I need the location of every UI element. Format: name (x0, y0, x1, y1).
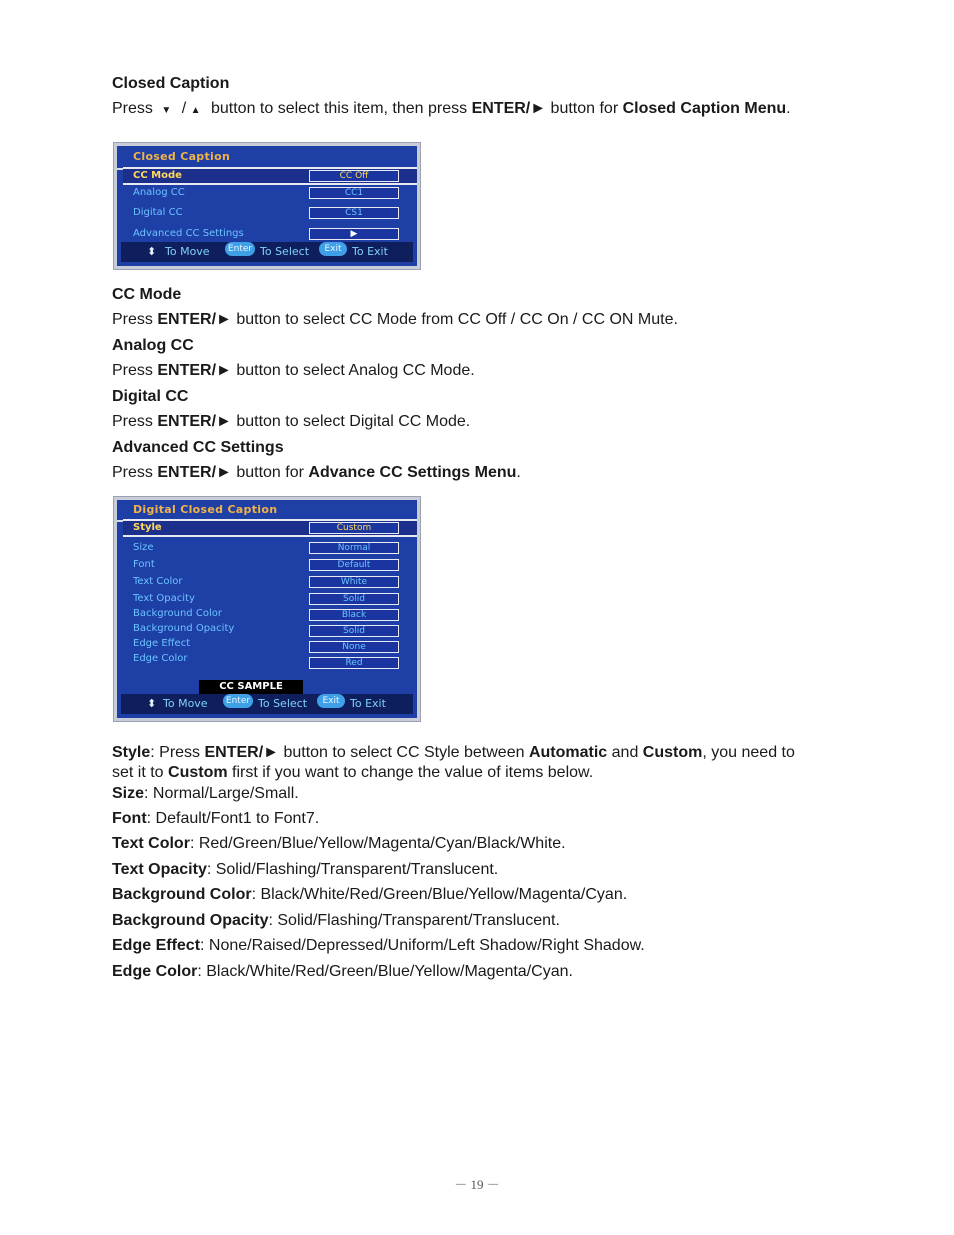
automatic-text: Automatic (528, 744, 608, 761)
osd-row-text-color[interactable] (133, 575, 399, 589)
up-down-arrow-icon: ⬍ (147, 697, 157, 710)
option-values: : None/Raised/Depressed/Uniform/Left Shadow/Right Shadow. (200, 937, 645, 954)
option-values: : Default/Font1 to Font7. (146, 810, 320, 827)
osd-row-label: Size (133, 542, 154, 553)
digital-cc-heading: Digital CC (112, 388, 189, 405)
enter-key-text: ENTER/► (157, 464, 232, 481)
option-text-color (112, 834, 566, 854)
osd-row-value: Solid (309, 593, 399, 605)
option-edge-color (112, 962, 573, 982)
osd-row-size[interactable] (133, 541, 399, 555)
press-text: Press (112, 464, 153, 481)
osd-row-label: Edge Color (133, 653, 188, 664)
exit-key-icon: Exit (319, 242, 347, 256)
press-text: Press (112, 311, 153, 328)
down-arrow-icon: ▼ (161, 105, 172, 116)
osd-row-label: Font (133, 559, 155, 570)
period: . (516, 464, 521, 481)
osd-row-value: CC1 (309, 187, 399, 199)
option-key: Background Opacity (112, 912, 269, 929)
osd-row-label: Analog CC (133, 187, 185, 198)
option-background-opacity (112, 911, 560, 931)
option-values: : Black/White/Red/Green/Blue/Yellow/Magenta/Cyan. (251, 886, 628, 903)
enter-key-text: ENTER/► (157, 311, 232, 328)
style-text-c: , you need to (702, 744, 795, 761)
osd-row-value: Default (309, 559, 399, 571)
up-down-arrow-icon: ⬍ (147, 245, 157, 258)
osd-footer (121, 694, 413, 714)
osd-row-label: Text Color (133, 576, 183, 587)
osd-row-label: CC Mode (133, 170, 182, 181)
option-key: Background Color (112, 886, 252, 903)
press-text: Press (112, 362, 153, 379)
footer-move-text: To Move (163, 697, 208, 710)
and-text: and (611, 744, 639, 761)
period: . (786, 100, 791, 117)
instruction-mid: button to select this item, then press (210, 100, 468, 117)
enter-key-text: ENTER/► (157, 413, 232, 430)
digital-cc-desc (112, 412, 470, 432)
osd-row-cc-mode[interactable] (123, 167, 417, 185)
osd-row-value-arrow-icon: ▶ (309, 228, 399, 240)
option-values: : Red/Green/Blue/Yellow/Magenta/Cyan/Black/White. (189, 835, 566, 852)
osd-row-value: Solid (309, 625, 399, 637)
osd-row-digital-cc[interactable] (133, 206, 399, 220)
desc-text: button to select Analog CC Mode. (236, 362, 475, 379)
osd-row-value: Black (309, 609, 399, 621)
advanced-menu-name: Advance CC Settings Menu (308, 464, 517, 481)
osd-row-style[interactable] (123, 519, 417, 537)
desc-text: button to select Digital CC Mode. (236, 413, 471, 430)
cc-mode-desc (112, 310, 678, 330)
option-size (112, 784, 299, 804)
osd-row-label: Background Color (133, 608, 222, 619)
osd-row-label: Text Opacity (133, 593, 195, 604)
option-text-opacity (112, 860, 498, 880)
osd-row-font[interactable] (133, 558, 399, 572)
desc-text: button for (236, 464, 304, 481)
custom-text: Custom (642, 744, 703, 761)
style-text-b: button to select CC Style between (283, 744, 525, 761)
advanced-cc-desc (112, 463, 521, 483)
press-text: Press (112, 100, 153, 117)
osd-footer (121, 242, 413, 262)
custom-text-2: Custom (168, 764, 228, 781)
enter-key-text: ENTER/► (204, 744, 280, 761)
osd-row-label: Style (133, 522, 162, 533)
osd-row-label: Digital CC (133, 207, 183, 218)
slash-text: / (181, 100, 187, 117)
osd-row-value: CS1 (309, 207, 399, 219)
enter-key-icon: Enter (225, 242, 255, 256)
analog-cc-desc (112, 361, 475, 381)
style-line2-b: first if you want to change the value of items below. (232, 764, 594, 781)
osd-row-value: CC Off (309, 170, 399, 182)
option-key: Text Color (112, 835, 190, 852)
closed-caption-instruction (112, 99, 791, 121)
cc-sample-preview: CC SAMPLE (199, 680, 303, 694)
footer-exit-text: To Exit (352, 245, 388, 258)
style-text-a: : Press (150, 744, 201, 761)
digital-closed-caption-osd-menu (114, 497, 420, 721)
enter-key-icon: Enter (223, 694, 253, 708)
osd-row-background-color[interactable] (133, 607, 399, 621)
option-values: : Normal/Large/Small. (144, 785, 299, 802)
option-edge-effect (112, 936, 645, 956)
osd-menu-title: Closed Caption (117, 146, 417, 170)
press-text: Press (112, 413, 153, 430)
osd-row-value: Normal (309, 542, 399, 554)
footer-exit-text: To Exit (350, 697, 386, 710)
osd-row-label: Background Opacity (133, 623, 235, 634)
option-key: Size (112, 785, 145, 802)
closed-caption-osd-menu (114, 143, 420, 269)
page-number: － 19 － (454, 1177, 500, 1192)
option-key: Edge Color (112, 963, 198, 980)
osd-row-edge-color[interactable] (133, 652, 399, 666)
advanced-cc-heading: Advanced CC Settings (112, 439, 284, 456)
option-key: Font (112, 810, 147, 827)
osd-menu-title: Digital Closed Caption (117, 500, 417, 522)
osd-row-value: White (309, 576, 399, 588)
style-line2-a: set it to (112, 764, 164, 781)
enter-key-text: ENTER/► (471, 100, 547, 117)
option-key: Text Opacity (112, 861, 207, 878)
footer-move-text: To Move (165, 245, 210, 258)
footer-select-text: To Select (260, 245, 310, 258)
osd-row-value: Red (309, 657, 399, 669)
option-values: : Solid/Flashing/Transparent/Translucent. (268, 912, 560, 929)
instruction-mid2: button for (550, 100, 619, 117)
osd-row-edge-effect[interactable] (133, 637, 399, 651)
option-font (112, 809, 319, 829)
option-values: : Solid/Flashing/Transparent/Translucent. (206, 861, 499, 878)
footer-select-text: To Select (258, 697, 308, 710)
osd-row-background-opacity[interactable] (133, 622, 399, 636)
osd-row-value: None (309, 641, 399, 653)
option-key: Edge Effect (112, 937, 201, 954)
style-description-line2 (112, 763, 593, 783)
exit-key-icon: Exit (317, 694, 345, 708)
osd-row-label: Edge Effect (133, 638, 191, 649)
analog-cc-heading: Analog CC (112, 337, 194, 354)
enter-key-text: ENTER/► (157, 362, 232, 379)
style-description-line1 (112, 743, 795, 763)
option-background-color (112, 885, 627, 905)
up-arrow-icon: ▲ (190, 105, 201, 116)
osd-row-advanced-cc[interactable] (133, 227, 399, 241)
closed-caption-menu-name: Closed Caption Menu (622, 100, 787, 117)
osd-row-text-opacity[interactable] (133, 592, 399, 606)
option-values: : Black/White/Red/Green/Blue/Yellow/Magenta/Cyan. (197, 963, 573, 980)
osd-row-value: Custom (309, 522, 399, 534)
desc-text: button to select CC Mode from CC Off / CC On / CC ON Mute. (236, 311, 678, 328)
osd-row-analog-cc[interactable] (133, 186, 399, 200)
style-key: Style (112, 744, 151, 761)
cc-mode-heading: CC Mode (112, 286, 182, 303)
osd-row-label: Advanced CC Settings (133, 228, 244, 239)
closed-caption-heading: Closed Caption (112, 75, 230, 92)
